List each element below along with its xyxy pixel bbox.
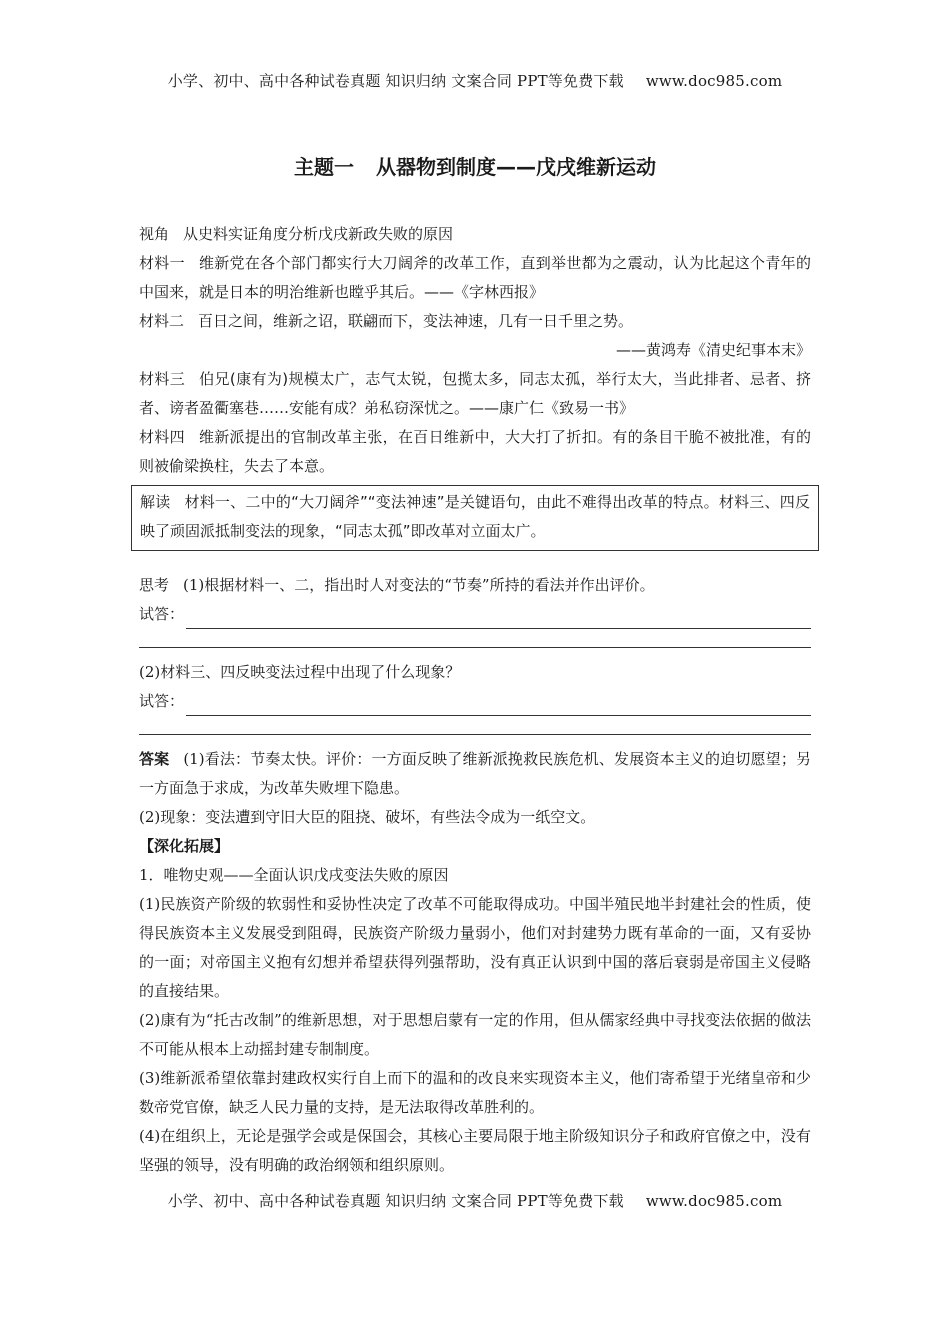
- material-3: [139, 365, 811, 423]
- angle-label: 视角: [139, 225, 170, 243]
- answer-2-field[interactable]: [139, 687, 811, 716]
- extension-heading: 【深化拓展】: [139, 837, 230, 855]
- question-label: 思考: [139, 576, 170, 594]
- material-2-label: 材料二: [139, 312, 185, 330]
- answer-label: 答案: [139, 750, 170, 768]
- material-3-label: 材料三: [139, 370, 186, 388]
- title-part2: 从器物到制度——戊戌维新运动: [376, 155, 656, 179]
- material-1-label: 材料一: [139, 254, 185, 272]
- answer-2-blank[interactable]: [186, 695, 811, 716]
- material-3-text: 伯兄(康有为)规模太广，志气太锐，包揽太多，同志太孤，举行太大，当此排者、忌者、挤者、谤者盈衢塞巷……安能有成？弟私窃深忧之。——康广仁《致易一书》: [139, 370, 811, 417]
- title-part1: 主题一: [294, 155, 354, 179]
- material-4-label: 材料四: [139, 428, 185, 446]
- material-2: [139, 307, 811, 336]
- header-url[interactable]: www.doc985.com: [645, 72, 783, 90]
- header-text: 小学、初中、高中各种试卷真题 知识归纳 文案合同 PPT等免费下载: [167, 72, 624, 90]
- extension-point: (2)康有为“托古改制”的维新思想，对于思想启蒙有一定的作用，但从儒家经典中寻找变法依据的做法不可能从根本上动摇封建专制制度。: [139, 1011, 811, 1058]
- document-body: [139, 150, 811, 1180]
- angle-line: [139, 220, 811, 249]
- interpretation-text: 材料一、二中的“大刀阔斧”“变法神速”是关键语句，由此不难得出改革的特点。材料三、四反映了顽固派抵制变法的现象，“同志太孤”即改革对立面太广。: [140, 493, 810, 540]
- question-2: (2)材料三、四反映变法过程中出现了什么现象？: [139, 663, 461, 681]
- answer-2-prompt: 试答：: [139, 692, 185, 710]
- page-footer: [0, 1190, 950, 1211]
- extension-point: (4)在组织上，无论是强学会或是保国会，其核心主要局限于地主阶级知识分子和政府官僚之中，没有坚强的领导，没有明确的政治纲领和组织原则。: [139, 1127, 811, 1174]
- answer-2-blank-2[interactable]: [139, 716, 811, 735]
- page-title: [139, 150, 811, 184]
- question-1: [139, 571, 811, 600]
- answer-1: [139, 745, 811, 803]
- answer-1-text: (1)看法：节奏太快。评价：一方面反映了维新派挽救民族危机、发展资本主义的迫切愿望；另一方面急于求成，为改革失败埋下隐患。: [139, 750, 811, 797]
- question-1-text: (1)根据材料一、二，指出时人对变法的“节奏”所持的看法并作出评价。: [183, 576, 655, 594]
- extension-point: (1)民族资产阶级的软弱性和妥协性决定了改革不可能取得成功。中国半殖民地半封建社会的性质，使得民族资本主义发展受到阻碍，民族资产阶级力量弱小，他们对封建势力既有革命的一面，又有妥协的一面；对帝国主义抱有幻想并希望获得列强帮助，没有真正认识到中国的落后衰弱是帝国主义侵略的直接结果。: [139, 895, 811, 1000]
- answer-1-blank[interactable]: [186, 608, 811, 629]
- extension-subheading: 1．唯物史观——全面认识戊戌变法失败的原因: [139, 866, 449, 884]
- extension-point: (3)维新派希望依靠封建政权实行自上而下的温和的改良来实现资本主义，他们寄希望于光绪皇帝和少数帝党官僚，缺乏人民力量的支持，是无法取得改革胜利的。: [139, 1069, 811, 1116]
- material-2-source: ——黄鸿寿《清史纪事本末》: [615, 341, 811, 359]
- answer-1-prompt: 试答：: [139, 605, 185, 623]
- answer-2: (2)现象：变法遭到守旧大臣的阻挠、破坏，有些法令成为一纸空文。: [139, 808, 596, 826]
- answer-1-blank-2[interactable]: [139, 629, 811, 648]
- material-1-text: 维新党在各个部门都实行大刀阔斧的改革工作，直到举世都为之震动，认为比起这个青年的中国来，就是日本的明治维新也瞠乎其后。——《字林西报》: [139, 254, 811, 301]
- interpretation-label: 解读: [140, 493, 171, 511]
- footer-text: 小学、初中、高中各种试卷真题 知识归纳 文案合同 PPT等免费下载: [167, 1192, 624, 1210]
- material-4-text: 维新派提出的官制改革主张，在百日维新中，大大打了折扣。有的条目干脆不被批准，有的则被偷梁换柱，失去了本意。: [139, 428, 811, 475]
- angle-text: 从史料实证角度分析戊戌新政失败的原因: [183, 225, 454, 243]
- footer-url[interactable]: www.doc985.com: [645, 1192, 783, 1210]
- page-header: [0, 70, 950, 91]
- material-1: [139, 249, 811, 307]
- material-4: [139, 423, 811, 481]
- interpretation-box: [131, 485, 819, 551]
- material-2-text: 百日之间，维新之诏，联翩而下，变法神速，几有一日千里之势。: [198, 312, 634, 330]
- answer-1-field[interactable]: [139, 600, 811, 629]
